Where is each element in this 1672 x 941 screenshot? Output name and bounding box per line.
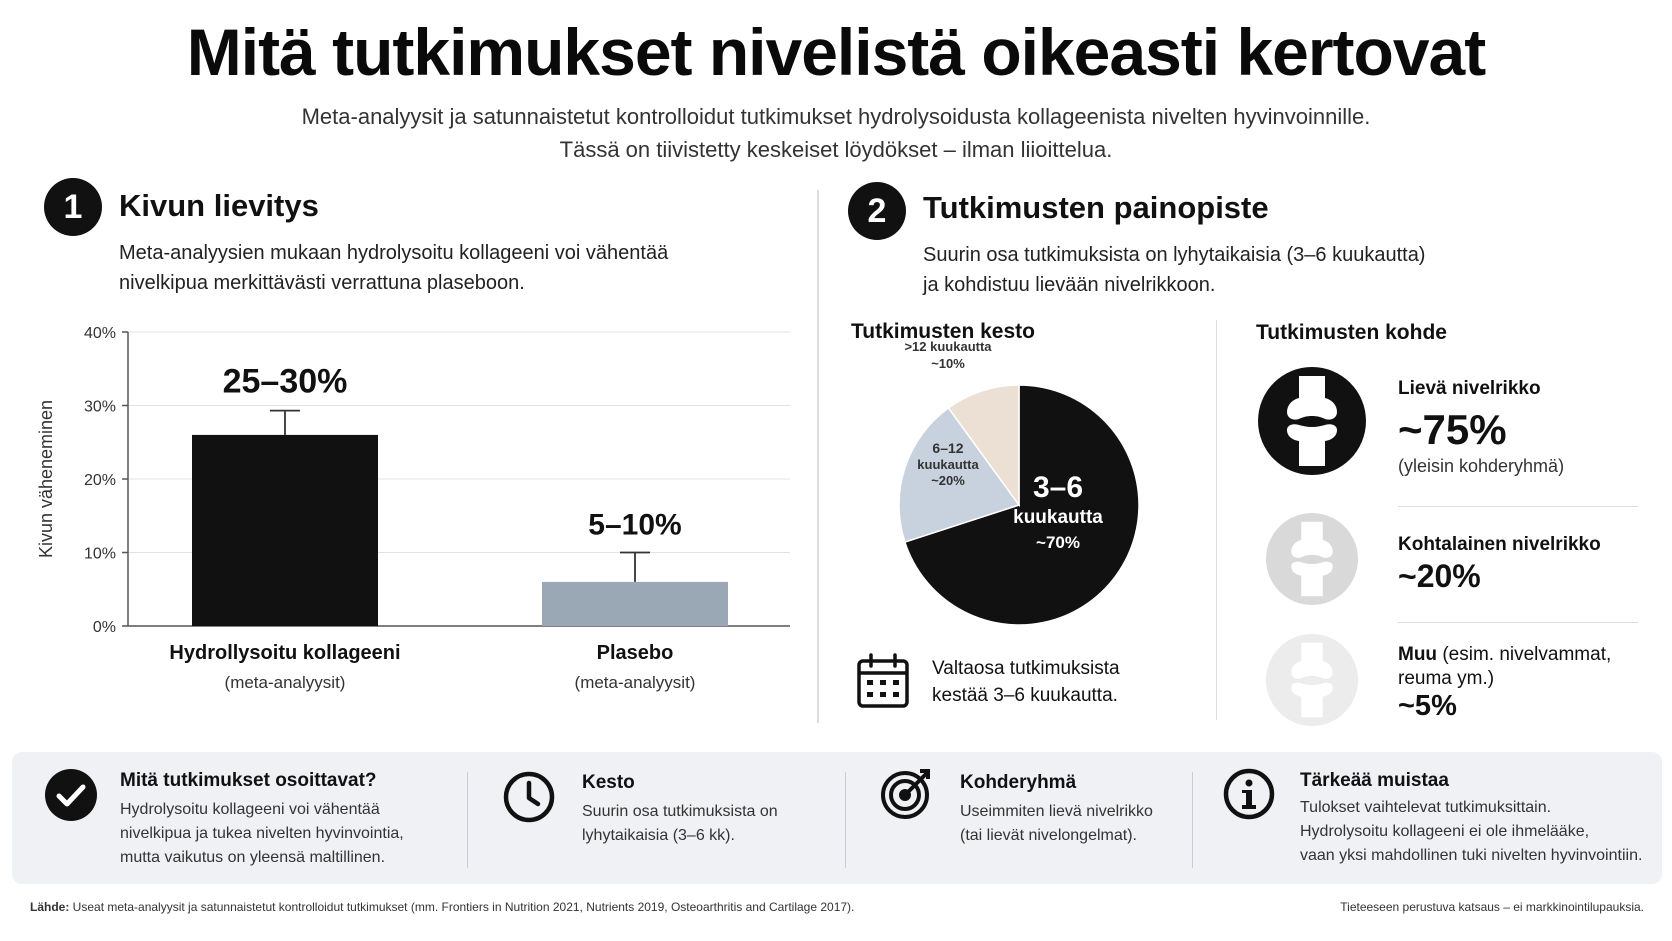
duration-heading: Tutkimusten kesto	[851, 320, 1035, 343]
pie-label: kuukautta	[1013, 507, 1103, 528]
section1-description	[119, 238, 668, 298]
bar-collagen	[192, 435, 378, 626]
pie-label: 3–6	[1032, 471, 1084, 504]
source-note	[30, 900, 854, 914]
bar-value-label: 25–30%	[222, 362, 348, 401]
pie-label: ~70%	[1036, 533, 1080, 552]
section-divider	[817, 190, 819, 723]
finding-text-remember	[1300, 796, 1642, 868]
section1-number-badge: 1	[44, 178, 102, 236]
pie-label-line: ~10%	[931, 356, 965, 371]
bar-placebo	[542, 582, 728, 626]
target-divider	[1398, 506, 1638, 507]
finding-text-line: Hydrolysoitu kollageeni voi vähentää	[120, 801, 380, 818]
page-subtitle-line2: Tässä on tiivistetty keskeiset löydökset – ilman liioittelua.	[559, 137, 1113, 162]
knee-joint-icon	[1266, 513, 1358, 605]
target-heading: Tutkimusten kohde	[1256, 321, 1447, 344]
panel-divider	[467, 772, 468, 868]
target-label-moderate: Kohtalainen nivelrikko	[1398, 534, 1601, 555]
section2-title: Tutkimusten painopiste	[923, 190, 1269, 225]
calendar-note-line1: Valtaosa tutkimuksista	[932, 658, 1120, 679]
panel-divider	[845, 772, 846, 868]
bar-category-collagen-sub: (meta-analyysit)	[224, 673, 346, 692]
pie-label-over-12	[888, 338, 1008, 372]
section1-desc-line2: nivelkipua merkittävästi verrattuna plaseboon.	[119, 272, 525, 294]
knee-joint-icon	[1266, 634, 1358, 726]
finding-text-line: mutta vaikutus on yleensä maltillinen.	[120, 849, 386, 866]
finding-text-line: Hydrolysoitu kollageeni ei ole ihmelääke,	[1300, 823, 1590, 840]
calendar-note	[932, 655, 1120, 709]
info-icon	[1222, 767, 1276, 821]
disclaimer: Tieteeseen perustuva katsaus – ei markkinointilupauksia.	[1340, 900, 1644, 914]
target-icon	[880, 766, 934, 820]
section1-title: Kivun lievitys	[119, 188, 319, 223]
section2-description	[923, 240, 1425, 300]
target-note-mild: (yleisin kohderyhmä)	[1398, 456, 1565, 476]
pie-label: 6–12	[932, 440, 964, 456]
page-subtitle-line1: Meta-analyysit ja satunnaistetut kontrolloidut tutkimukset hydrolysoidusta kollageenista nivelten hyvinvoinnille.	[301, 104, 1371, 129]
y-tick-label: 20%	[83, 472, 116, 489]
calendar-icon	[856, 653, 910, 709]
target-label-other-rest2: reuma ym.)	[1398, 668, 1495, 689]
target-label-mild: Lievä nivelrikko	[1398, 378, 1541, 399]
finding-text-shows	[120, 798, 404, 870]
y-tick-label: 30%	[83, 398, 116, 416]
pain-reduction-bar-chart	[30, 318, 800, 638]
bar-category-label-placebo	[500, 642, 770, 693]
target-label-other-bold: Muu	[1398, 644, 1438, 665]
finding-text-line: vaan yksi mahdollinen tuki nivelten hyvinvointiin.	[1300, 847, 1643, 864]
y-axis-label: Kivun väheneminen	[36, 399, 56, 559]
finding-text-line: Tulokset vaihtelevat tutkimuksittain.	[1300, 799, 1552, 816]
target-label-other-rest1: (esim. nivelvammat,	[1437, 644, 1612, 665]
clock-icon	[502, 770, 556, 824]
bar-value-label: 5–10%	[588, 508, 682, 542]
bar-category-label-collagen	[150, 642, 420, 693]
y-tick-label: 0%	[92, 619, 116, 636]
finding-title-duration: Kesto	[582, 772, 635, 793]
panel-divider	[1192, 772, 1193, 868]
finding-title-remember: Tärkeää muistaa	[1300, 770, 1449, 791]
section2-desc-line1: Suurin osa tutkimuksista on lyhytaikaisia (3–6 kuukautta)	[923, 244, 1426, 266]
y-tick-label: 10%	[83, 545, 116, 563]
pie-label: kuukautta	[917, 457, 979, 472]
pie-label-line: >12 kuukautta	[904, 339, 992, 354]
checkmark-icon	[44, 768, 98, 822]
target-divider	[1398, 622, 1638, 623]
target-value-moderate: ~20%	[1398, 558, 1481, 594]
pie-label: ~20%	[931, 473, 965, 488]
finding-title-shows: Mitä tutkimukset osoittavat?	[120, 770, 377, 791]
bar-category-collagen: Hydrollysoitu kollageeni	[169, 642, 401, 664]
knee-joint-icon	[1258, 367, 1366, 475]
finding-title-target: Kohderyhmä	[960, 772, 1077, 793]
subsection-divider	[1216, 320, 1217, 720]
finding-text-line: (tai lievät nivelongelmat).	[960, 827, 1137, 844]
finding-text-line: nivelkipua ja tukea nivelten hyvinvointia,	[120, 825, 404, 842]
target-value-other: ~5%	[1398, 690, 1457, 722]
source-label: Lähde:	[30, 900, 70, 914]
finding-text-duration	[582, 800, 778, 848]
finding-text-line: Useimmiten lievä nivelrikko	[960, 803, 1153, 820]
target-value-mild: ~75%	[1398, 406, 1507, 453]
y-tick-label: 40%	[83, 325, 116, 342]
page-title: Mitä tutkimukset nivelistä oikeasti kertovat	[186, 15, 1486, 89]
source-text: Useat meta-analyysit ja satunnaistetut kontrolloidut tutkimukset (mm. Frontiers in Nutrition 2021, Nutrients 2019, Osteoarthritis and Cartilage 2017).	[69, 900, 855, 914]
bar-category-placebo: Plasebo	[596, 642, 674, 664]
finding-text-line: lyhytaikaisia (3–6 kk).	[582, 827, 735, 844]
target-label-other	[1398, 643, 1611, 691]
finding-text-target	[960, 800, 1153, 848]
section2-number-badge: 2	[848, 182, 906, 240]
finding-text-line: Suurin osa tutkimuksista on	[582, 803, 778, 820]
section1-desc-line1: Meta-analyysien mukaan hydrolysoitu kollageeni voi vähentää	[119, 242, 669, 264]
section2-desc-line2: ja kohdistuu lievään nivelrikkoon.	[923, 274, 1216, 296]
study-duration-pie-chart	[880, 355, 1150, 625]
calendar-note-line2: kestää 3–6 kuukautta.	[932, 685, 1118, 706]
bar-category-placebo-sub: (meta-analyysit)	[574, 673, 696, 692]
